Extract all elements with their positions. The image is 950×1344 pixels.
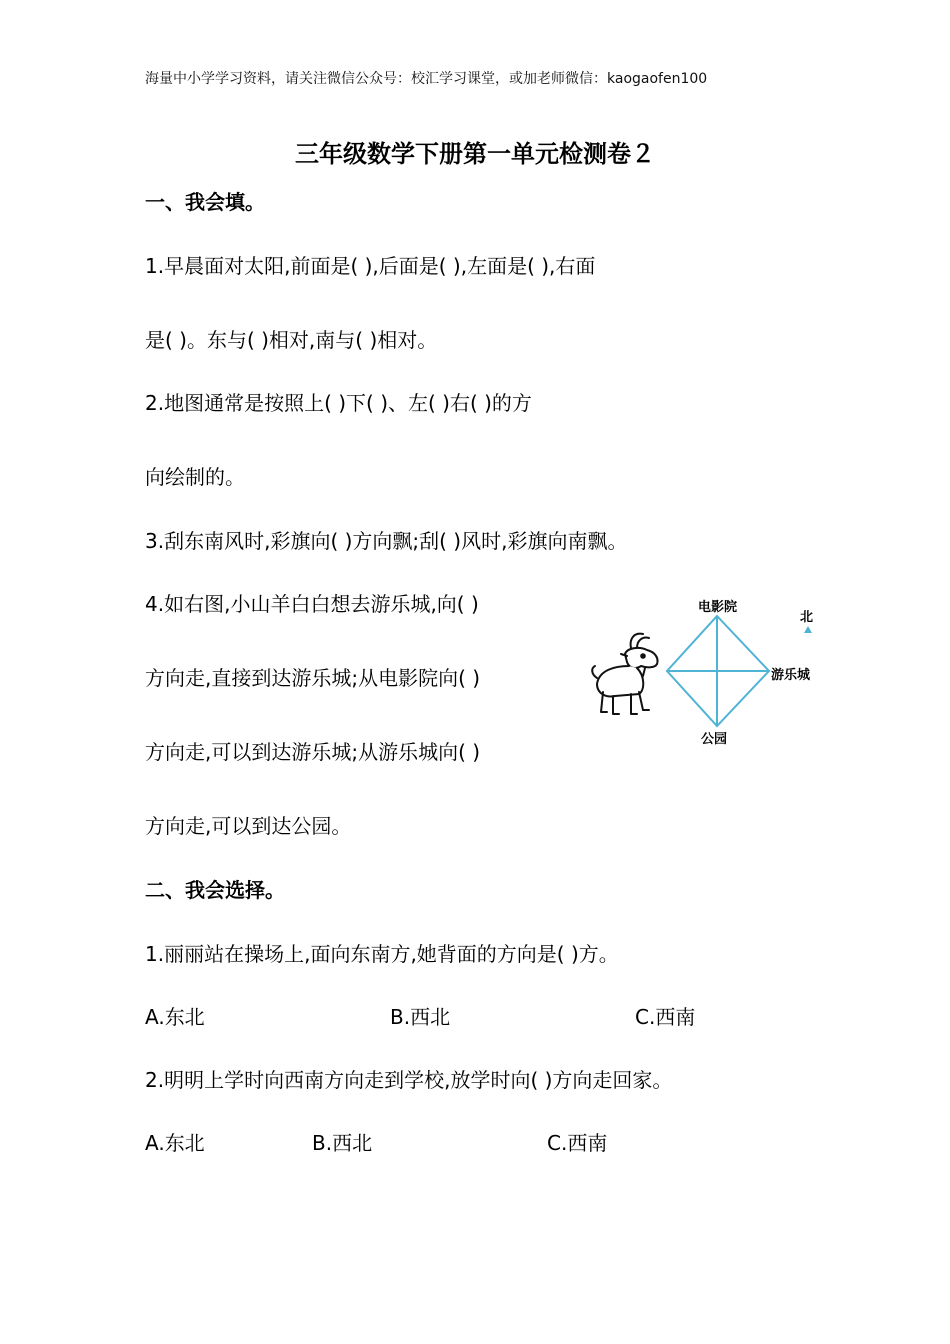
choice-q1-option-a: A.东北 <box>145 1005 205 1029</box>
choice-q1-option-b: B.西北 <box>390 1005 451 1029</box>
q3-line1: 3.刮东南风时,彩旗向( )方向飘;刮( )风时,彩旗向南飘。 <box>145 529 628 553</box>
choice-q1-text: 1.丽丽站在操场上,面向东南方,她背面的方向是( )方。 <box>145 942 619 966</box>
q4-line3: 方向走,可以到达游乐城;从游乐城向( ) <box>145 740 481 764</box>
q4-line4: 方向走,可以到达公园。 <box>145 814 352 838</box>
q1-line1: 1.早晨面对太阳,前面是( ),后面是( ),左面是( ),右面 <box>145 254 596 278</box>
q4-line2: 方向走,直接到达游乐城;从电影院向( ) <box>145 666 481 690</box>
choice-q2-option-a: A.东北 <box>145 1131 205 1155</box>
section-2-heading: 二、我会选择。 <box>145 878 285 902</box>
route-diamond <box>667 616 769 726</box>
north-arrow-icon <box>804 626 812 633</box>
choice-q1-option-c: C.西南 <box>635 1005 696 1029</box>
label-cinema: 电影院 <box>698 600 738 615</box>
section-1-heading: 一、我会填。 <box>145 190 265 214</box>
choice-q2-text: 2.明明上学时向西南方向走到学校,放学时向( )方向走回家。 <box>145 1068 673 1092</box>
label-park: 公园 <box>701 732 728 747</box>
q1-line2: 是( )。东与( )相对,南与( )相对。 <box>145 328 438 352</box>
q2-line1: 2.地图通常是按照上( )下( )、左( )右( )的方 <box>145 391 532 415</box>
goat-icon <box>592 634 657 714</box>
label-amusement-park: 游乐城 <box>771 668 811 683</box>
q2-line2: 向绘制的。 <box>145 465 245 489</box>
choice-q2-option-c: C.西南 <box>547 1131 608 1155</box>
header-note: 海量中小学学习资料，请关注微信公众号：校汇学习课堂，或加老师微信：kaogaofen100 <box>145 71 708 87</box>
q4-line1: 4.如右图,小山羊白白想去游乐城,向( ) <box>145 592 479 616</box>
choice-q2-option-b: B.西北 <box>312 1131 373 1155</box>
label-north: 北 <box>800 610 814 625</box>
page-title: 三年级数学下册第一单元检测卷２ <box>295 140 655 168</box>
direction-figure <box>585 592 825 756</box>
